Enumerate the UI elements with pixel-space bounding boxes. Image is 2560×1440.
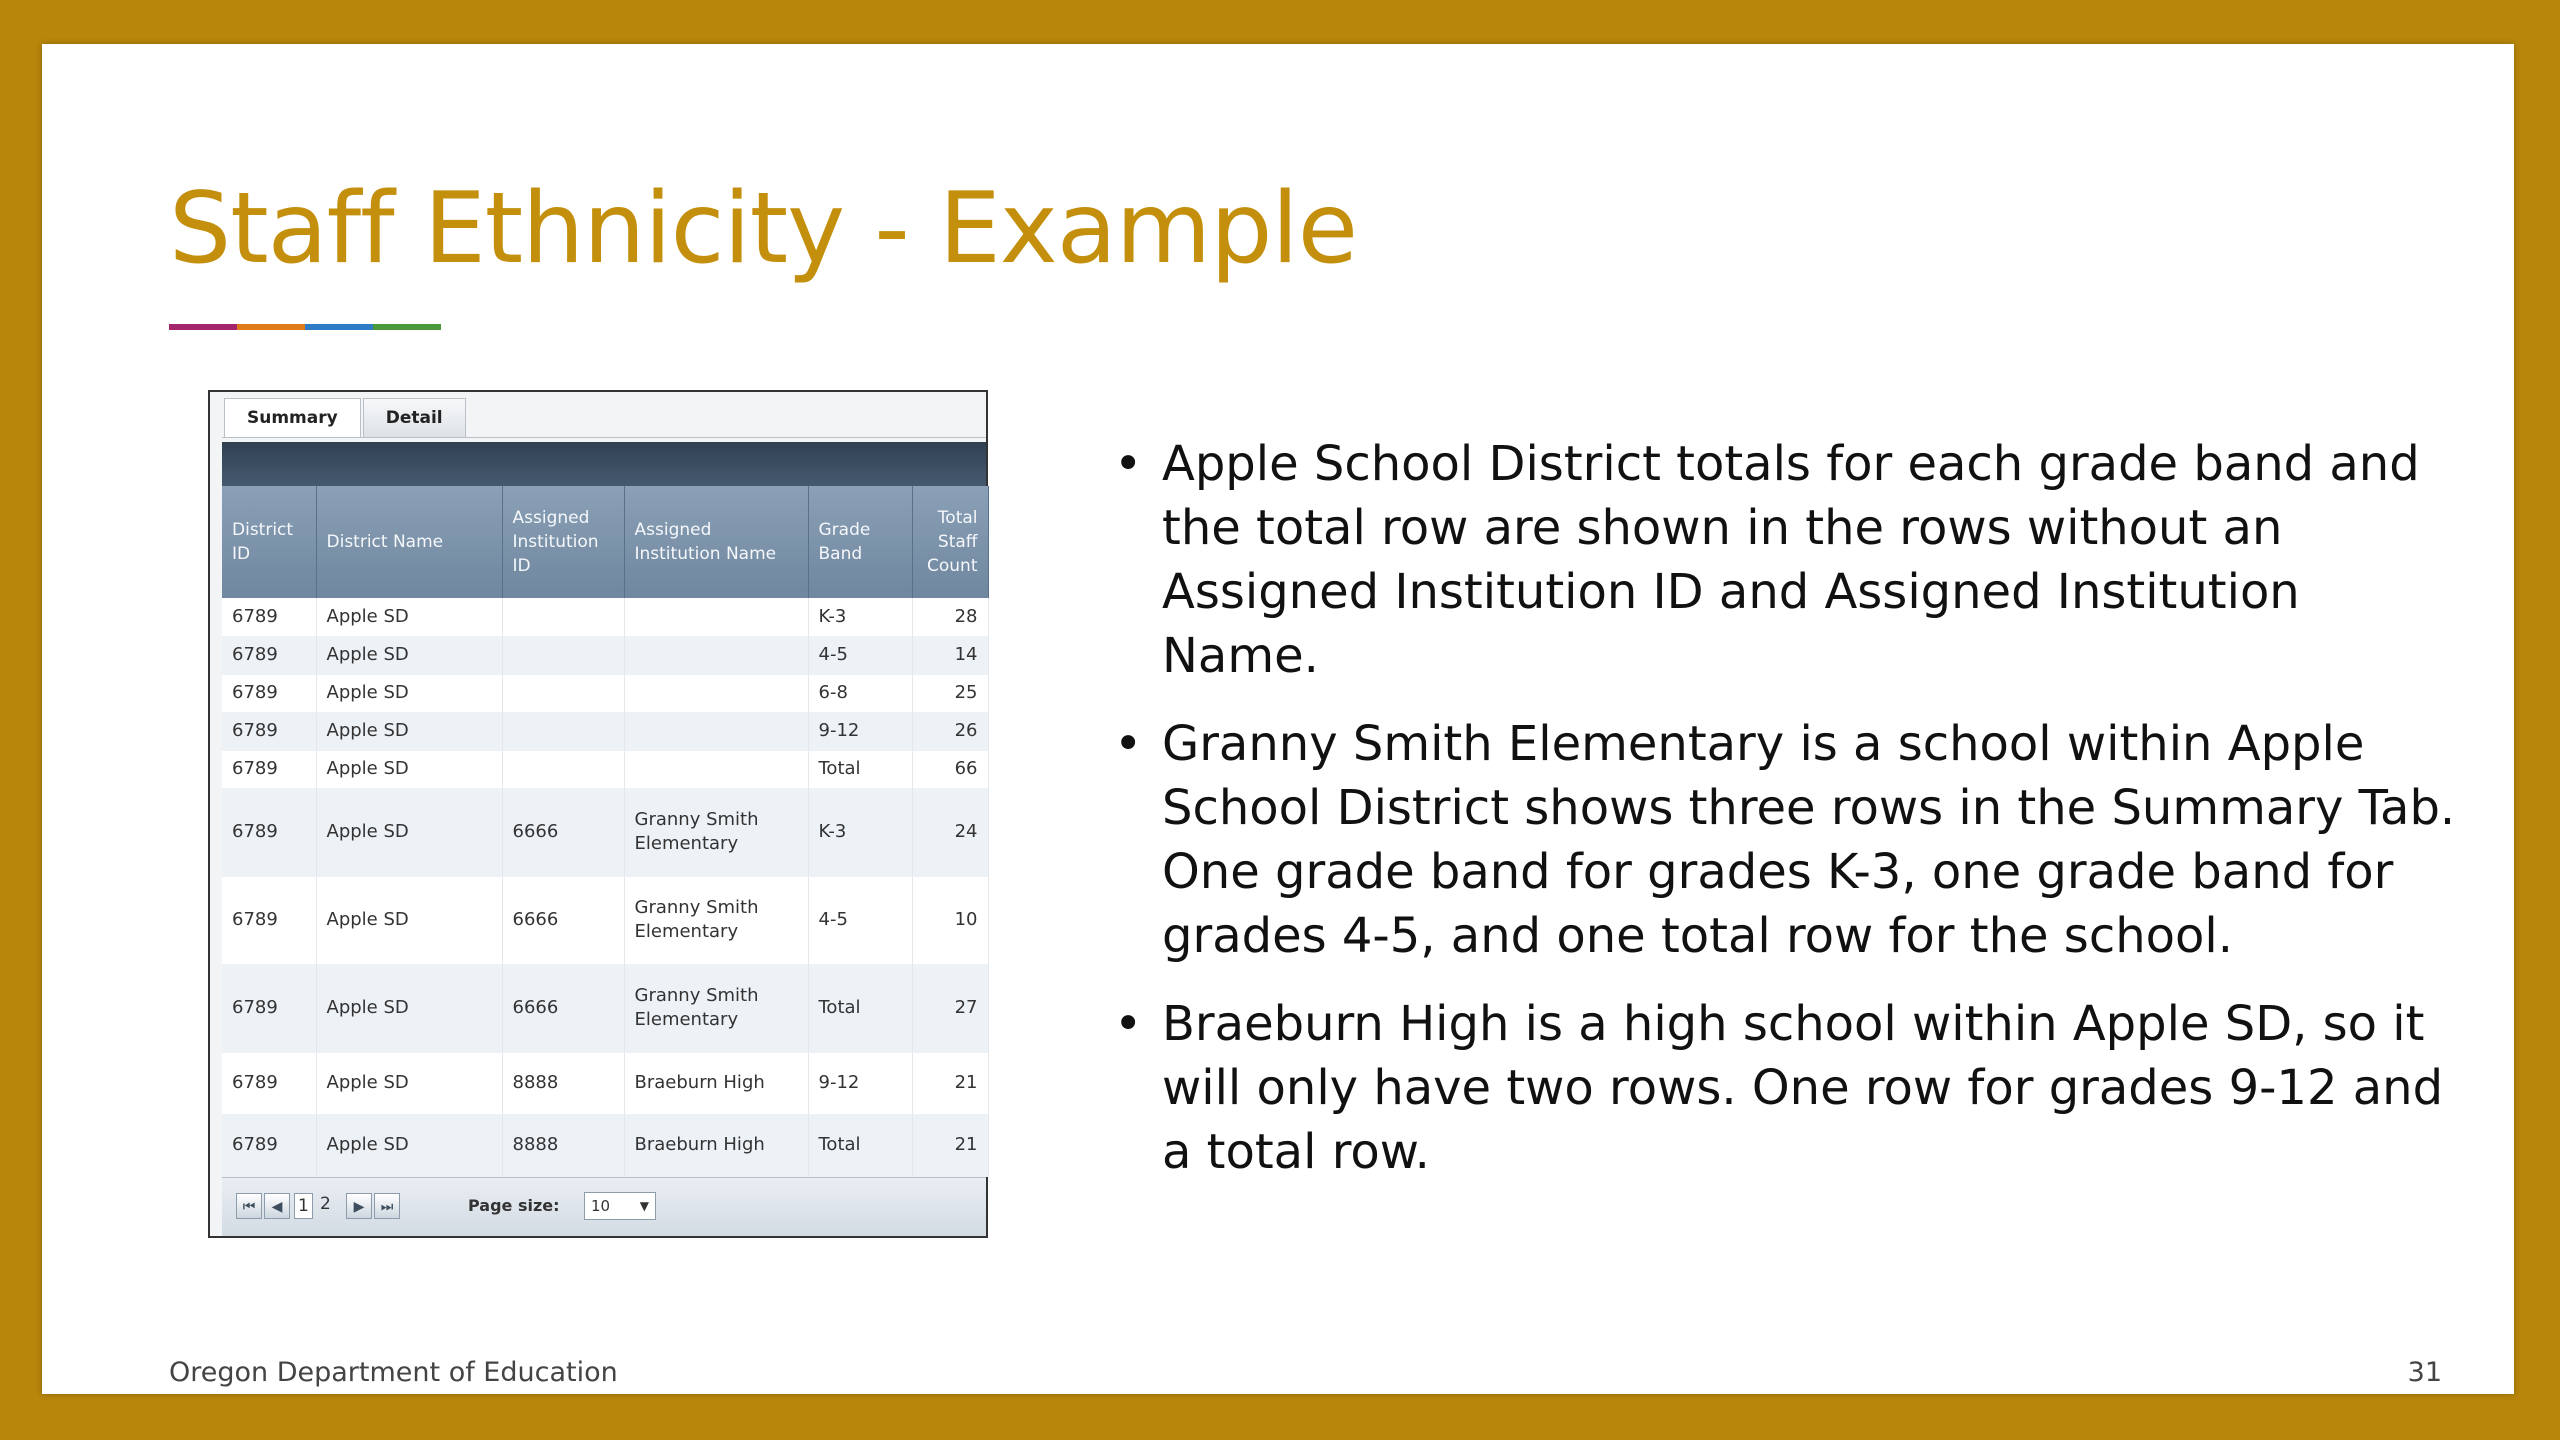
cell-institution-name: Granny Smith Elementary: [624, 964, 808, 1052]
cell-institution-name: [624, 598, 808, 636]
table-row[interactable]: [222, 964, 988, 1052]
table-row[interactable]: [222, 1052, 988, 1114]
table-row[interactable]: [222, 750, 988, 788]
tab-strip: [224, 398, 468, 437]
bullet-item: • Braeburn High is a high school within Apple SD, so it will only have two rows. One row for grades 9-12 and a total row.: [1110, 992, 2470, 1184]
cell-district-name: Apple SD: [316, 674, 502, 712]
slide: [42, 44, 2514, 1394]
cell-district-id: 6789: [222, 1114, 316, 1176]
cell-grade-band: 4-5: [808, 636, 912, 674]
cell-district-name: Apple SD: [316, 788, 502, 876]
table-row[interactable]: [222, 712, 988, 750]
cell-district-name: Apple SD: [316, 712, 502, 750]
cell-institution-id: [502, 636, 624, 674]
staff-count-table: [222, 486, 989, 1177]
cell-institution-id: [502, 598, 624, 636]
table-row[interactable]: [222, 636, 988, 674]
cell-district-name: Apple SD: [316, 598, 502, 636]
column-header-total-staff-count[interactable]: Total Staff Count: [912, 486, 988, 598]
cell-institution-name: [624, 712, 808, 750]
tab-divider: [222, 437, 986, 438]
cell-grade-band: Total: [808, 964, 912, 1052]
cell-grade-band: K-3: [808, 598, 912, 636]
cell-district-id: 6789: [222, 750, 316, 788]
table-row[interactable]: [222, 674, 988, 712]
accent-segment-3: [305, 324, 373, 330]
title-accent-bar: [169, 324, 441, 330]
cell-total-staff-count: 14: [912, 636, 988, 674]
cell-grade-band: Total: [808, 750, 912, 788]
previous-page-icon[interactable]: ◀: [264, 1193, 290, 1219]
cell-institution-id: 8888: [502, 1052, 624, 1114]
accent-segment-1: [169, 324, 237, 330]
accent-segment-4: [373, 324, 441, 330]
cell-district-name: Apple SD: [316, 964, 502, 1052]
page-size-value: 10: [591, 1197, 611, 1215]
table-header-row: [222, 486, 988, 598]
cell-district-id: 6789: [222, 674, 316, 712]
cell-institution-name: Braeburn High: [624, 1052, 808, 1114]
cell-district-name: Apple SD: [316, 750, 502, 788]
cell-district-id: 6789: [222, 598, 316, 636]
column-header-assigned-institution-name[interactable]: Assigned Institution Name: [624, 486, 808, 598]
chevron-down-icon: ▼: [639, 1199, 649, 1213]
table-row[interactable]: [222, 1114, 988, 1176]
page-number-2[interactable]: 2: [320, 1194, 331, 1214]
accent-segment-2: [237, 324, 305, 330]
cell-institution-id: 6666: [502, 788, 624, 876]
slide-number: 31: [2407, 1357, 2442, 1388]
cell-district-name: Apple SD: [316, 876, 502, 964]
cell-institution-id: [502, 750, 624, 788]
cell-institution-name: Granny Smith Elementary: [624, 876, 808, 964]
cell-institution-name: [624, 674, 808, 712]
cell-total-staff-count: 26: [912, 712, 988, 750]
cell-total-staff-count: 21: [912, 1052, 988, 1114]
cell-institution-name: Granny Smith Elementary: [624, 788, 808, 876]
cell-institution-name: [624, 636, 808, 674]
cell-total-staff-count: 10: [912, 876, 988, 964]
page-size-label: Page size:: [468, 1196, 560, 1215]
column-header-district-id[interactable]: District ID: [222, 486, 316, 598]
pager: [222, 1177, 986, 1236]
cell-grade-band: K-3: [808, 788, 912, 876]
slide-title: Staff Ethnicity - Example: [169, 172, 1357, 286]
cell-district-id: 6789: [222, 876, 316, 964]
cell-institution-name: [624, 750, 808, 788]
column-header-district-name[interactable]: District Name: [316, 486, 502, 598]
cell-district-name: Apple SD: [316, 636, 502, 674]
table-row[interactable]: [222, 876, 988, 964]
cell-district-id: 6789: [222, 788, 316, 876]
cell-institution-id: [502, 712, 624, 750]
footer-organization: Oregon Department of Education: [169, 1357, 618, 1388]
cell-total-staff-count: 21: [912, 1114, 988, 1176]
cell-total-staff-count: 24: [912, 788, 988, 876]
table-row[interactable]: [222, 598, 988, 636]
cell-district-id: 6789: [222, 636, 316, 674]
cell-grade-band: 6-8: [808, 674, 912, 712]
cell-total-staff-count: 28: [912, 598, 988, 636]
tab-detail[interactable]: Detail: [363, 398, 466, 437]
staff-summary-screenshot: [208, 390, 988, 1238]
tab-summary[interactable]: Summary: [224, 398, 361, 437]
cell-institution-name: Braeburn High: [624, 1114, 808, 1176]
cell-institution-id: 6666: [502, 876, 624, 964]
cell-grade-band: 4-5: [808, 876, 912, 964]
next-page-icon[interactable]: ▶: [346, 1193, 372, 1219]
last-page-icon[interactable]: ⏭: [374, 1193, 400, 1219]
cell-grade-band: Total: [808, 1114, 912, 1176]
cell-district-name: Apple SD: [316, 1052, 502, 1114]
cell-district-id: 6789: [222, 964, 316, 1052]
page-number-1[interactable]: 1: [294, 1193, 313, 1219]
cell-total-staff-count: 25: [912, 674, 988, 712]
cell-institution-id: 6666: [502, 964, 624, 1052]
first-page-icon[interactable]: ⏮: [236, 1193, 262, 1219]
column-header-assigned-institution-id[interactable]: Assigned Institution ID: [502, 486, 624, 598]
cell-district-id: 6789: [222, 1052, 316, 1114]
bullet-item: • Apple School District totals for each grade band and the total row are shown in the rows without an Assigned Institution ID and Assigned Institution Name.: [1110, 432, 2470, 688]
cell-grade-band: 9-12: [808, 712, 912, 750]
cell-total-staff-count: 66: [912, 750, 988, 788]
bullet-list: [1110, 432, 2470, 1208]
cell-grade-band: 9-12: [808, 1052, 912, 1114]
bullet-item: • Granny Smith Elementary is a school within Apple School District shows three rows in the Summary Tab. One grade band for grades K-3, one grade band for grades 4-5, and one total row for the school.: [1110, 712, 2470, 968]
cell-institution-id: 8888: [502, 1114, 624, 1176]
page-size-select[interactable]: [584, 1192, 656, 1220]
cell-district-id: 6789: [222, 712, 316, 750]
column-header-grade-band[interactable]: Grade Band: [808, 486, 912, 598]
cell-total-staff-count: 27: [912, 964, 988, 1052]
grid-toolbar: [222, 442, 986, 486]
table-row[interactable]: [222, 788, 988, 876]
cell-district-name: Apple SD: [316, 1114, 502, 1176]
cell-institution-id: [502, 674, 624, 712]
